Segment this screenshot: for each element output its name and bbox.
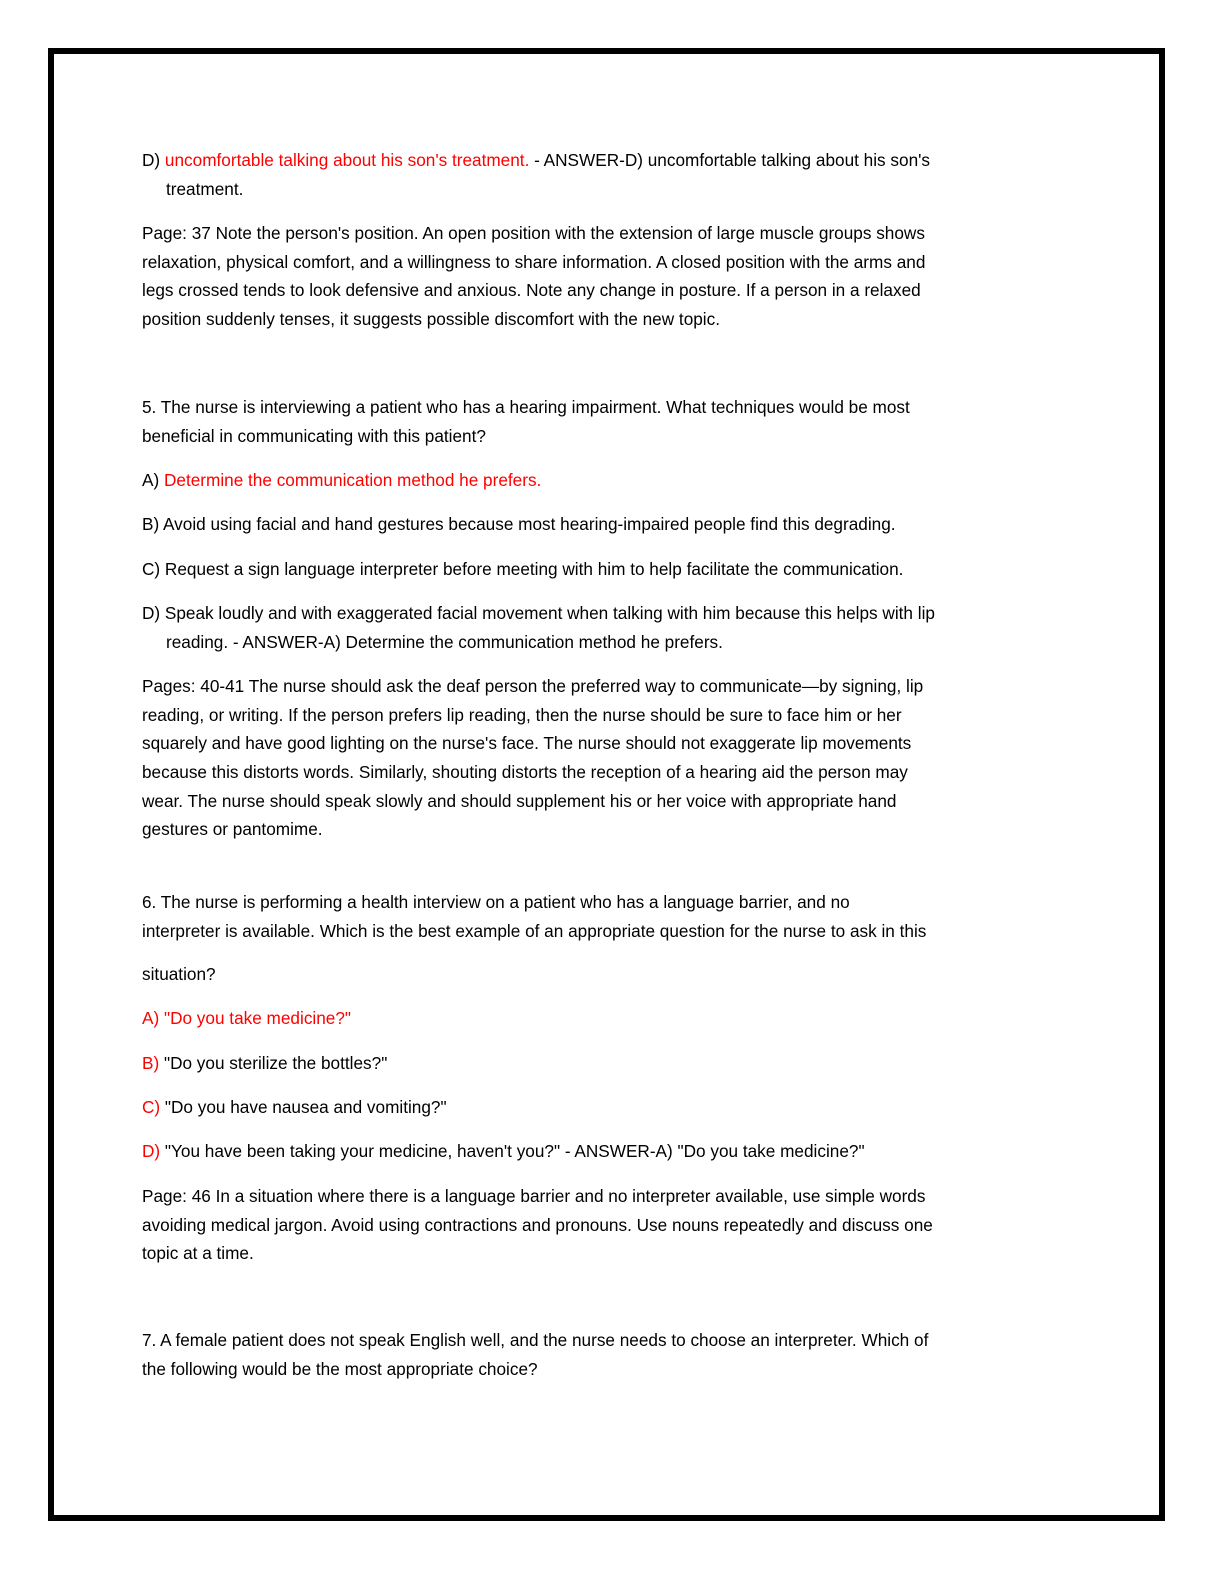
text-segment: B) Avoid using facial and hand gestures because most hearing-impaired people find this degrading. <box>142 514 896 534</box>
text-segment: avoiding medical jargon. Avoid using contractions and pronouns. Use nouns repeatedly and discuss one <box>142 1214 933 1235</box>
text-segment: "Do you sterilize the bottles?" <box>159 1053 388 1073</box>
text-line <box>142 555 903 584</box>
question-7 <box>142 1326 928 1383</box>
highlighted-text: uncomfortable talking about his son's treatment. <box>164 150 530 170</box>
text-line <box>142 917 926 946</box>
highlighted-text: C) <box>142 1097 161 1117</box>
rationale-paragraph <box>142 1182 933 1268</box>
text-line <box>142 729 923 758</box>
text-segment: D) <box>142 150 165 170</box>
question-6-continued <box>142 960 216 989</box>
highlighted-text: D) <box>142 1141 161 1161</box>
text-segment: topic at a time. <box>142 1243 254 1264</box>
text-segment: situation? <box>142 964 216 984</box>
text-segment: Page: 46 In a situation where there is a language barrier and no interpreter available, use simple words <box>142 1186 926 1206</box>
answer-option-c <box>142 555 903 584</box>
text-segment: C) Request a sign language interpreter before meeting with him to help facilitate the communication. <box>142 559 904 579</box>
rationale-paragraph <box>142 219 925 334</box>
answer-option-b <box>142 1049 387 1078</box>
text-segment: treatment. <box>166 178 244 199</box>
text-segment: D) Speak loudly and with exaggerated facial movement when talking with him because this helps with lip <box>142 603 935 623</box>
answer-option-d <box>142 1137 865 1166</box>
text-line <box>142 628 935 657</box>
text-segment: A) <box>142 470 164 490</box>
text-segment: reading, or writing. If the person prefers lip reading, then the nurse should be sure to face him or her <box>142 704 902 725</box>
text-segment: reading. - ANSWER-A) Determine the communication method he prefers. <box>166 631 723 652</box>
text-segment: squarely and have good lighting on the nurse's face. The nurse should not exaggerate lip movements <box>142 733 912 754</box>
rationale-paragraph <box>142 672 923 844</box>
text-segment: beneficial in communicating with this patient? <box>142 425 486 446</box>
text-line <box>142 146 930 175</box>
text-line <box>142 960 216 989</box>
text-segment: relaxation, physical comfort, and a willingness to share information. A closed position with the arms and <box>142 251 926 272</box>
text-line <box>142 466 541 495</box>
text-line <box>142 672 923 701</box>
answer-option-d <box>142 599 935 656</box>
text-segment: wear. The nurse should speak slowly and should supplement his or her voice with appropriate hand <box>142 790 897 811</box>
text-line <box>142 1004 351 1033</box>
text-segment: interpreter is available. Which is the best example of an appropriate question for the nurse to ask in this <box>142 920 927 941</box>
text-segment: legs crossed tends to look defensive and anxious. Note any change in posture. If a person in a relaxed <box>142 280 921 301</box>
text-segment: Pages: 40-41 The nurse should ask the deaf person the preferred way to communicate—by signing, lip <box>142 676 924 696</box>
text-line <box>142 276 925 305</box>
answer-option-c <box>142 1093 447 1122</box>
text-segment: 5. The nurse is interviewing a patient who has a hearing impairment. What techniques would be most <box>142 397 910 417</box>
text-line <box>142 1239 933 1268</box>
answer-option-a <box>142 466 541 495</box>
text-line <box>142 888 926 917</box>
question-5 <box>142 393 910 450</box>
text-line <box>142 175 930 204</box>
answer-option-a <box>142 1004 351 1033</box>
text-line <box>142 1355 928 1384</box>
highlighted-text: B) <box>142 1053 160 1073</box>
text-line <box>142 510 896 539</box>
text-segment: - ANSWER-D) uncomfortable talking about his son's <box>529 150 931 170</box>
text-line <box>142 393 910 422</box>
answer-option-b <box>142 510 896 539</box>
text-line <box>142 1093 447 1122</box>
text-segment: "You have been taking your medicine, haven't you?" - ANSWER-A) "Do you take medicine?" <box>160 1141 865 1161</box>
highlighted-text: A) "Do you take medicine?" <box>142 1008 352 1028</box>
text-line <box>142 422 910 451</box>
text-segment: 6. The nurse is performing a health interview on a patient who has a language barrier, and no <box>142 892 850 912</box>
answer-option-d <box>142 146 930 203</box>
text-segment: gestures or pantomime. <box>142 819 323 840</box>
text-line <box>142 701 923 730</box>
text-segment: because this distorts words. Similarly, shouting distorts the reception of a hearing aid the person may <box>142 762 908 783</box>
text-line <box>142 1326 928 1355</box>
text-line <box>142 305 925 334</box>
text-segment: position suddenly tenses, it suggests possible discomfort with the new topic. <box>142 309 720 330</box>
text-line <box>142 787 923 816</box>
question-6 <box>142 888 926 945</box>
text-line <box>142 1137 865 1166</box>
text-line <box>142 1182 933 1211</box>
text-segment: Page: 37 Note the person's position. An open position with the extension of large muscle groups shows <box>142 223 925 243</box>
highlighted-text: Determine the communication method he prefers. <box>163 470 542 490</box>
text-line <box>142 758 923 787</box>
text-segment: 7. A female patient does not speak English well, and the nurse needs to choose an interpreter. Which of <box>142 1330 929 1350</box>
text-line <box>142 219 925 248</box>
text-line <box>142 248 925 277</box>
text-line <box>142 815 923 844</box>
text-line <box>142 1211 933 1240</box>
text-segment: the following would be the most appropriate choice? <box>142 1358 538 1379</box>
text-segment: "Do you have nausea and vomiting?" <box>160 1097 447 1117</box>
text-line <box>142 599 935 628</box>
text-line <box>142 1049 387 1078</box>
